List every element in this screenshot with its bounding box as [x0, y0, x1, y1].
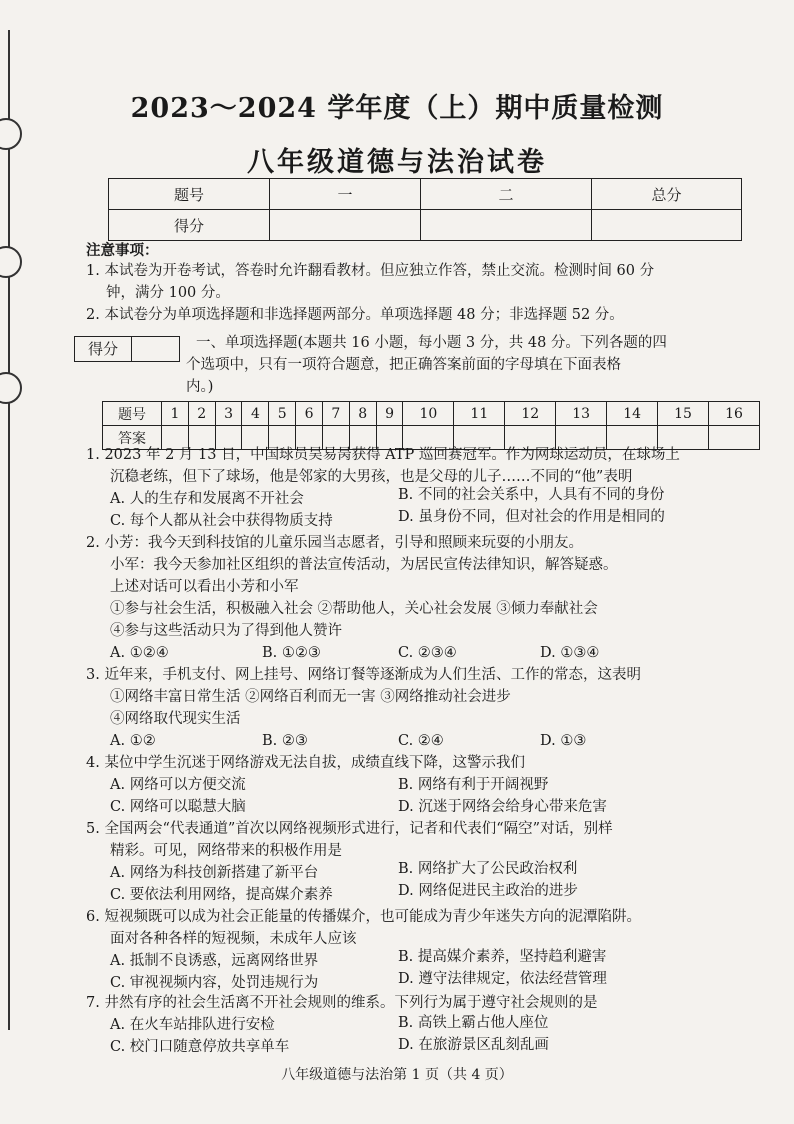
score-cell[interactable] — [270, 210, 421, 241]
score-cell[interactable] — [421, 210, 592, 241]
question-3-option-a: A. ①② — [110, 733, 156, 749]
answer-table-number: 15 — [658, 402, 709, 426]
answer-table-number: 5 — [269, 402, 296, 426]
score-table-label-score: 得分 — [109, 210, 270, 241]
answer-table-number: 16 — [708, 402, 759, 426]
answer-table-number: 10 — [403, 402, 454, 426]
answer-table-number: 6 — [296, 402, 323, 426]
question-3-option-d: D. ①③ — [540, 733, 587, 749]
question-2-option-d: D. ①③④ — [540, 645, 600, 661]
question-3-stem: 3. 近年来，手机支付、网上挂号、网络订餐等逐渐成为人们生活、工作的常态，这表明 — [86, 667, 641, 683]
answer-table-answer-label: 答案 — [103, 426, 162, 450]
question-2-statements: ①参与社会生活，积极融入社会 ②帮助他人，关心社会发展 ③倾力奉献社会 — [110, 601, 598, 617]
question-1-stem: 1. 2023 年 2 月 13 日，中国球员吴易昺获得 ATP 巡回赛冠军。作为网球运动员，在球场上 — [86, 447, 680, 463]
binding-margin-line — [8, 30, 10, 1030]
answer-table-number: 12 — [505, 402, 556, 426]
answer-cell[interactable] — [708, 426, 759, 450]
score-table — [108, 178, 742, 241]
page-footer: 八年级道德与法治第 1 页（共 4 页） — [281, 1067, 513, 1083]
question-4-option-c: C. 网络可以聪慧大脑 — [110, 799, 246, 815]
question-5-stem: 5. 全国两会“代表通道”首次以网络视频形式进行，记者和代表们“隔空”对话，别样 — [86, 821, 613, 837]
exam-title: 2023～2024 学年度（上）期中质量检测 — [130, 93, 664, 124]
question-7-option-b: B. 高铁上霸占他人座位 — [398, 1015, 549, 1031]
answer-table — [102, 401, 760, 450]
question-3-option-b: B. ②③ — [262, 733, 308, 749]
question-7-option-a: A. 在火车站排队进行安检 — [110, 1017, 275, 1033]
score-table-col-total: 总分 — [592, 179, 742, 210]
score-table-col-2: 二 — [421, 179, 592, 210]
question-7-option-c: C. 校门口随意停放共享单车 — [110, 1039, 290, 1055]
question-1-option-b: B. 不同的社会关系中，人具有不同的身份 — [398, 487, 665, 503]
question-2-option-b: B. ①②③ — [262, 645, 321, 661]
question-2-statements-cont: ④参与这些活动只为了得到他人赞许 — [110, 623, 342, 639]
question-1-option-c: C. 每个人都从社会中获得物质支持 — [110, 513, 333, 529]
score-cell[interactable] — [592, 210, 742, 241]
question-6-stem: 6. 短视频既可以成为社会正能量的传播媒介，也可能成为青少年迷失方向的泥潭陷阱。 — [86, 909, 641, 925]
question-4-stem: 4. 某位中学生沉迷于网络游戏无法自拔，成绩直线下降，这警示我们 — [86, 755, 525, 771]
section1-instruction-cont: 内。) — [186, 379, 214, 395]
answer-table-number: 13 — [556, 402, 607, 426]
note-1-cont: 钟，满分 100 分。 — [106, 285, 230, 301]
answer-table-number: 14 — [607, 402, 658, 426]
question-2-stem: 2. 小芳：我今天到科技馆的儿童乐园当志愿者，引导和照顾来玩耍的小朋友。 — [86, 535, 583, 551]
score-table-label-number: 题号 — [109, 179, 270, 210]
question-6-option-a: A. 抵制不良诱惑，远离网络世界 — [110, 953, 319, 969]
question-4-option-a: A. 网络可以方便交流 — [110, 777, 246, 793]
answer-table-number-label: 题号 — [103, 402, 162, 426]
answer-table-number: 2 — [188, 402, 215, 426]
question-1-option-a: A. 人的生存和发展离不开社会 — [110, 491, 304, 507]
question-7-stem: 7. 井然有序的社会生活离不开社会规则的维系。下列行为属于遵守社会规则的是 — [86, 995, 598, 1011]
answer-table-number: 4 — [242, 402, 269, 426]
question-2-option-a: A. ①②④ — [110, 645, 169, 661]
question-4-option-d: D. 沉迷于网络会给身心带来危害 — [398, 799, 607, 815]
question-5-option-c: C. 要依法利用网络，提高媒介素养 — [110, 887, 333, 903]
answer-table-number: 9 — [376, 402, 403, 426]
question-2-stem-cont: 上述对话可以看出小芳和小军 — [110, 579, 299, 595]
answer-table-number: 7 — [322, 402, 349, 426]
question-5-stem-cont: 精彩。可见，网络带来的积极作用是 — [110, 843, 342, 859]
question-5-option-a: A. 网络为科技创新搭建了新平台 — [110, 865, 319, 881]
question-3-option-c: C. ②④ — [398, 733, 444, 749]
question-2-option-c: C. ②③④ — [398, 645, 457, 661]
question-3-statements: ①网络丰富日常生活 ②网络百利而无一害 ③网络推动社会进步 — [110, 689, 511, 705]
question-6-option-b: B. 提高媒介素养，坚持趋利避害 — [398, 949, 607, 965]
question-6-option-c: C. 审视视频内容，处罚违规行为 — [110, 975, 319, 991]
answer-table-number: 8 — [349, 402, 376, 426]
question-2-stem-cont: 小军：我今天参加社区组织的普法宣传活动，为居民宣传法律知识，解答疑惑。 — [110, 557, 618, 573]
answer-table-number: 11 — [454, 402, 505, 426]
score-table-col-1: 一 — [270, 179, 421, 210]
question-3-statements-cont: ④网络取代现实生活 — [110, 711, 241, 727]
question-1-option-d: D. 虽身份不同，但对社会的作用是相同的 — [398, 509, 665, 525]
section-score-label: 得分 — [75, 337, 132, 361]
question-5-option-b: B. 网络扩大了公民政治权利 — [398, 861, 578, 877]
question-6-stem-cont: 面对各种各样的短视频，未成年人应该 — [110, 931, 357, 947]
question-5-option-d: D. 网络促进民主政治的进步 — [398, 883, 578, 899]
question-1-stem-cont: 沉稳老练，但下了球场，他是邻家的大男孩，也是父母的儿子……不同的“他”表明 — [110, 469, 633, 485]
question-7-option-d: D. 在旅游景区乱刻乱画 — [398, 1037, 549, 1053]
note-2: 2. 本试卷分为单项选择题和非选择题两部分。单项选择题 48 分；非选择题 52 分。 — [86, 307, 624, 323]
exam-subtitle: 八年级道德与法治试卷 — [247, 147, 547, 178]
question-6-option-d: D. 遵守法律规定，依法经营管理 — [398, 971, 607, 987]
note-1: 1. 本试卷为开卷考试，答卷时允许翻看教材。但应独立作答，禁止交流。检测时间 60 分 — [86, 263, 655, 279]
section-score-box — [74, 336, 180, 362]
answer-table-number: 3 — [215, 402, 242, 426]
binding-hole — [0, 246, 22, 278]
question-4-option-b: B. 网络有利于开阔视野 — [398, 777, 549, 793]
section1-instruction-cont: 个选项中，只有一项符合题意，把正确答案前面的字母填在下面表格 — [186, 357, 621, 373]
notes-heading: 注意事项： — [86, 242, 159, 259]
binding-hole — [0, 372, 22, 404]
section1-instruction: 一、单项选择题(本题共 16 小题，每小题 3 分，共 48 分。下列各题的四 — [196, 335, 667, 351]
answer-table-number: 1 — [162, 402, 189, 426]
